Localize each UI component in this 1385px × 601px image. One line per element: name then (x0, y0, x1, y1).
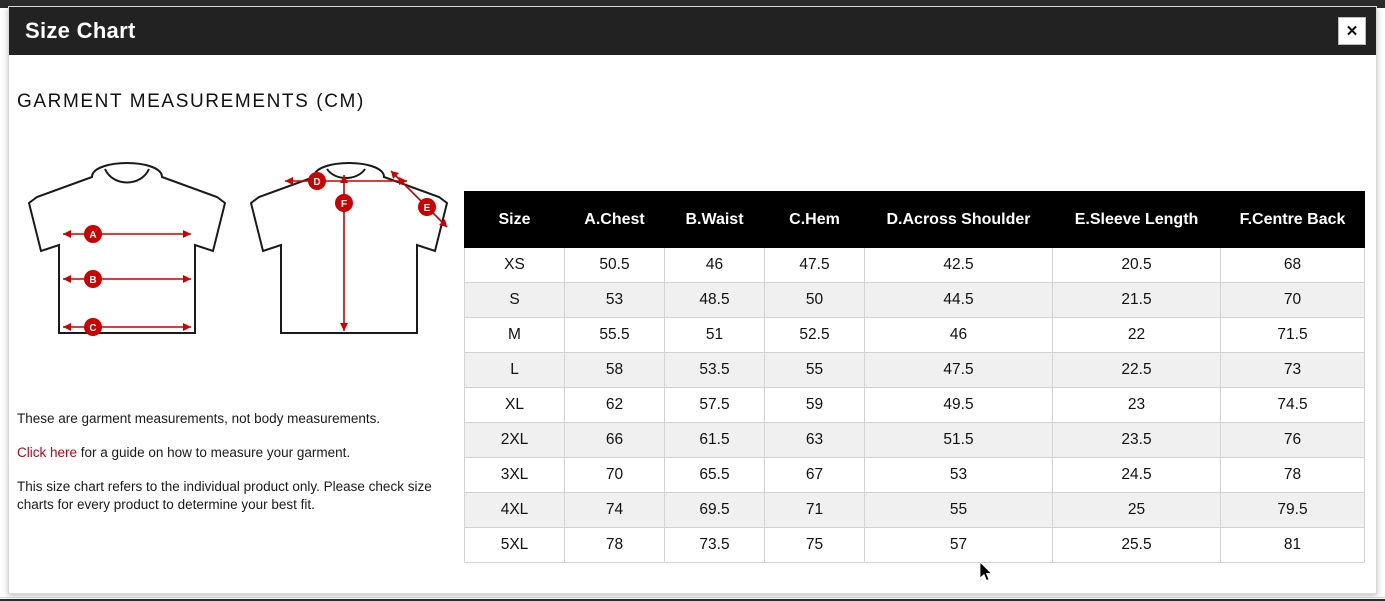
cell-hem: 47.5 (765, 248, 865, 283)
cell-across-shoulder: 53 (865, 458, 1053, 493)
cell-chest: 50.5 (565, 248, 665, 283)
cell-size: L (465, 353, 565, 388)
column-header-centre-back: F.Centre Back (1221, 192, 1365, 248)
table-row (465, 353, 1365, 388)
cell-waist: 53.5 (665, 353, 765, 388)
note-garment-measurements: These are garment measurements, not body measurements. (17, 411, 381, 426)
cell-chest: 62 (565, 388, 665, 423)
table-row (465, 318, 1365, 353)
cell-hem: 59 (765, 388, 865, 423)
divider-bottom (0, 597, 1385, 598)
cell-hem: 55 (765, 353, 865, 388)
cell-waist: 46 (665, 248, 765, 283)
cell-size: M (465, 318, 565, 353)
note-individual-product: This size chart refers to the individual product only. Please check size charts for every product to determine your best fit. (17, 479, 432, 512)
cell-waist: 61.5 (665, 423, 765, 458)
svg-text:D: D (313, 177, 321, 188)
cell-chest: 55.5 (565, 318, 665, 353)
modal-header (9, 7, 1376, 55)
cell-sleeve-length: 24.5 (1053, 458, 1221, 493)
cell-across-shoulder: 55 (865, 493, 1053, 528)
cell-waist: 57.5 (665, 388, 765, 423)
column-header-sleeve-length: E.Sleeve Length (1053, 192, 1221, 248)
table-row (465, 423, 1365, 458)
cell-waist: 73.5 (665, 528, 765, 563)
cell-across-shoulder: 42.5 (865, 248, 1053, 283)
svg-text:B: B (89, 275, 97, 286)
size-chart-table (464, 191, 1365, 563)
svg-text:F: F (340, 199, 348, 210)
cell-sleeve-length: 25 (1053, 493, 1221, 528)
svg-text:C: C (89, 323, 97, 334)
cell-size: 5XL (465, 528, 565, 563)
cell-centre-back: 79.5 (1221, 493, 1365, 528)
cell-centre-back: 71.5 (1221, 318, 1365, 353)
tshirt-diagram-svg (17, 155, 457, 410)
cell-across-shoulder: 47.5 (865, 353, 1053, 388)
modal-title: Size Chart (25, 18, 136, 43)
close-icon[interactable]: ✕ (1338, 17, 1366, 45)
cell-sleeve-length: 22 (1053, 318, 1221, 353)
table-header-row (465, 192, 1365, 248)
page-title: GARMENT MEASUREMENTS (CM) (17, 91, 365, 112)
cell-size: 4XL (465, 493, 565, 528)
column-header-waist: B.Waist (665, 192, 765, 248)
cell-centre-back: 73 (1221, 353, 1365, 388)
cell-size: 3XL (465, 458, 565, 493)
cell-sleeve-length: 23 (1053, 388, 1221, 423)
cell-size: XL (465, 388, 565, 423)
cell-centre-back: 68 (1221, 248, 1365, 283)
cell-sleeve-length: 20.5 (1053, 248, 1221, 283)
cell-waist: 69.5 (665, 493, 765, 528)
cell-size: XS (465, 248, 565, 283)
cell-size: S (465, 283, 565, 318)
column-header-hem: C.Hem (765, 192, 865, 248)
cell-sleeve-length: 23.5 (1053, 423, 1221, 458)
column-header-size: Size (465, 192, 565, 248)
svg-text:A: A (89, 230, 97, 241)
cell-chest: 66 (565, 423, 665, 458)
column-header-across-shoulder: D.Across Shoulder (865, 192, 1053, 248)
cell-centre-back: 76 (1221, 423, 1365, 458)
table-row (465, 388, 1365, 423)
cell-across-shoulder: 49.5 (865, 388, 1053, 423)
cell-waist: 51 (665, 318, 765, 353)
cell-centre-back: 78 (1221, 458, 1365, 493)
cell-chest: 53 (565, 283, 665, 318)
cell-waist: 48.5 (665, 283, 765, 318)
cell-across-shoulder: 44.5 (865, 283, 1053, 318)
size-chart-table-wrapper (464, 191, 1364, 563)
cell-chest: 58 (565, 353, 665, 388)
cell-hem: 63 (765, 423, 865, 458)
cell-hem: 52.5 (765, 318, 865, 353)
table-row (465, 283, 1365, 318)
cell-across-shoulder: 57 (865, 528, 1053, 563)
table-row (465, 528, 1365, 563)
svg-text:E: E (423, 203, 431, 214)
cell-hem: 67 (765, 458, 865, 493)
measure-guide-link[interactable]: Click here (17, 445, 78, 460)
cell-hem: 50 (765, 283, 865, 318)
cell-sleeve-length: 25.5 (1053, 528, 1221, 563)
cell-waist: 65.5 (665, 458, 765, 493)
cell-sleeve-length: 21.5 (1053, 283, 1221, 318)
tshirt-measurement-diagram (17, 155, 457, 410)
cell-chest: 78 (565, 528, 665, 563)
cell-chest: 74 (565, 493, 665, 528)
cell-hem: 71 (765, 493, 865, 528)
measure-guide-text: for a guide on how to measure your garment. (77, 445, 351, 460)
cell-across-shoulder: 51.5 (865, 423, 1053, 458)
cell-chest: 70 (565, 458, 665, 493)
table-row (465, 458, 1365, 493)
cell-centre-back: 74.5 (1221, 388, 1365, 423)
size-chart-modal (8, 6, 1377, 594)
note-measure-guide (17, 444, 447, 462)
left-column (17, 155, 457, 530)
table-row (465, 493, 1365, 528)
table-row (465, 248, 1365, 283)
column-header-chest: A.Chest (565, 192, 665, 248)
cell-centre-back: 81 (1221, 528, 1365, 563)
cell-sleeve-length: 22.5 (1053, 353, 1221, 388)
cell-hem: 75 (765, 528, 865, 563)
cell-centre-back: 70 (1221, 283, 1365, 318)
cell-across-shoulder: 46 (865, 318, 1053, 353)
cell-size: 2XL (465, 423, 565, 458)
